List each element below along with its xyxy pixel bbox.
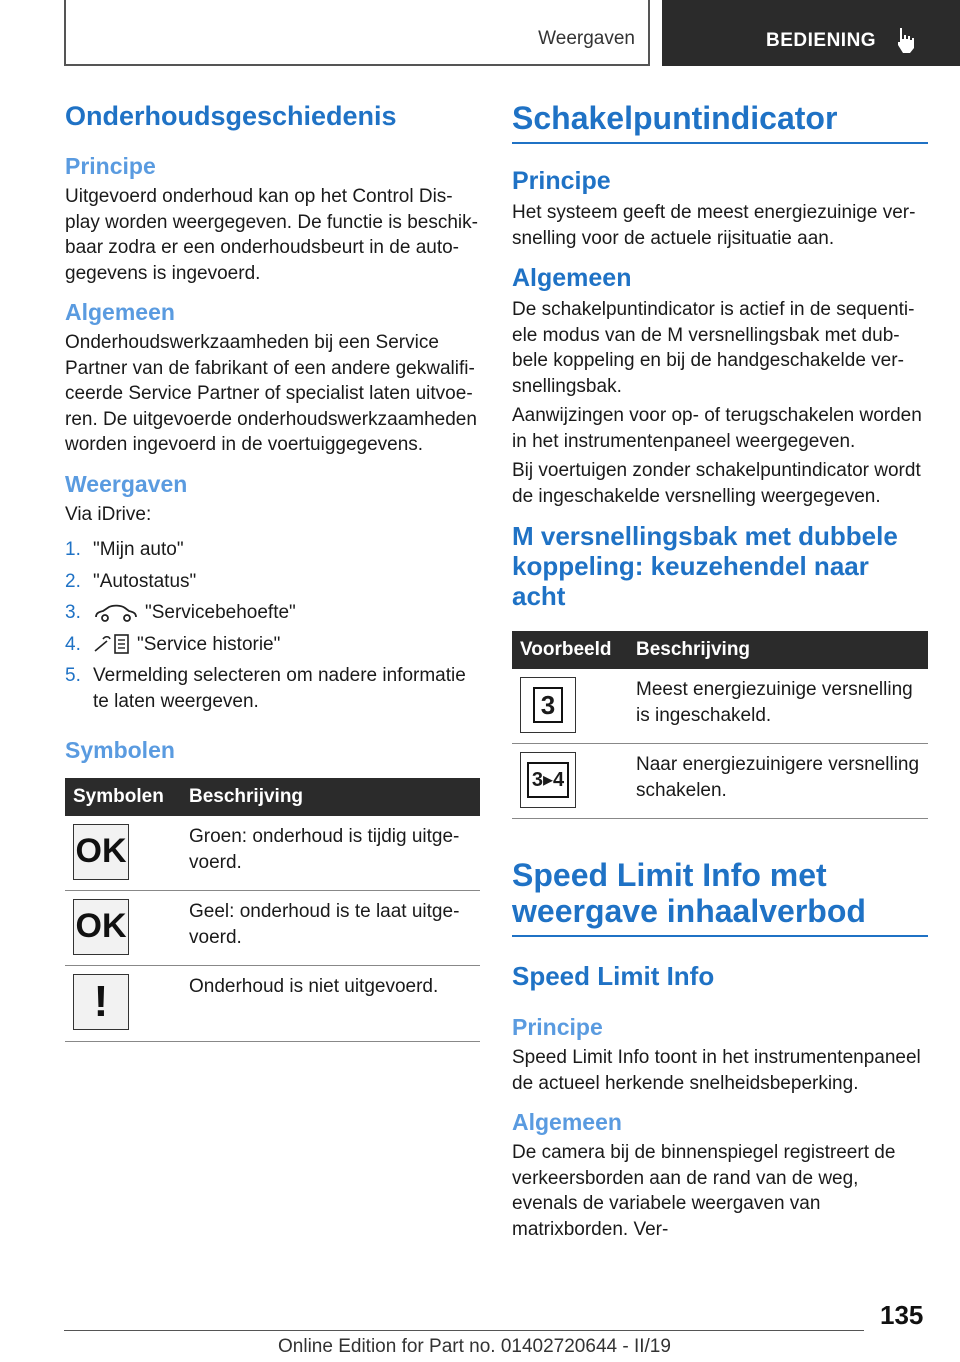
table-header (512, 631, 928, 669)
header-section-title: Weergaven (538, 28, 635, 49)
list-item: 2. "Autostatus" (65, 570, 197, 592)
list-item: 4. "Service historie" (65, 633, 281, 655)
list-item: 5. Vermelding selecteren om nadere informatie te laten weergeven. (65, 665, 466, 712)
gear-shift-up-icon: 3▸4 (520, 752, 576, 808)
column-header-beschrijving: Beschrijving (628, 631, 928, 669)
table-row (512, 669, 928, 744)
header-chapter-label: BEDIENING (766, 30, 877, 51)
speed-principe-text: Speed Limit Info toont in het instrumentenpaneel de actueel herkende snelheidsbeperking. (512, 1047, 921, 1094)
algemeen-text: Onderhoudswerkzaamheden bij een Service Partner van de fabrikant of een andere gekwalifi-ceerde Service Partner of specialist laten uitvoe-ren. De uitgevoerde onderhoudswerkzaamheden worden ingevoerd in de voertuiggegevens. (65, 332, 477, 455)
hand-pointer-icon (894, 26, 920, 54)
table-cell-description: Meest energiezuinige versnelling is ingeschakeld. (628, 669, 928, 744)
right-column (512, 100, 928, 1242)
section-title-onderhoudsgeschiedenis: Onderhoudsgeschiedenis (65, 101, 397, 131)
heading-m-versnellingsbak: M versnellingsbak met dubbele koppeling: keuzehendel naar acht (512, 521, 898, 611)
header-chapter-tab[interactable] (662, 0, 960, 66)
heading-algemeen: Algemeen (512, 1109, 622, 1135)
weergaven-intro: Via iDrive: (65, 503, 152, 525)
gear-indicator-icon: 3 (520, 677, 576, 733)
table-row (65, 966, 480, 1042)
list-item: 1. "Mijn auto" (65, 539, 184, 560)
algemeen-text-2: Aanwijzingen voor op- of terugschakelen worden in het instrumentenpaneel weergegeven. (512, 405, 922, 452)
header-rule-bottom (64, 64, 650, 66)
speed-algemeen-text: De camera bij de binnenspiegel registreert de verkeersborden aan de rand van de weg, evenals de variabele weergaven van matrixborden. Ver- (512, 1142, 896, 1240)
list-item: 3. "Servicebehoefte" (65, 602, 296, 623)
page-number: 135 (880, 1300, 924, 1330)
heading-weergaven: Weergaven (65, 470, 188, 497)
heading-symbolen: Symbolen (65, 737, 175, 763)
algemeen-text-3: Bij voertuigen zonder schakelpuntindicator wordt de ingeschakelde versnelling weergegeven. (512, 460, 921, 507)
header-rule-right (648, 0, 650, 66)
ok-symbol-icon: OK (73, 899, 129, 955)
table-header (65, 778, 480, 816)
algemeen-text-1: De schakelpuntindicator is actief in de sequenti-ele modus van de M versnellingsbak met dub-bele koppeling en bij de handgeschakelde ver-snellingsbak. (512, 299, 915, 397)
idrive-steps (65, 537, 480, 714)
header-rule-left (64, 0, 66, 66)
heading-principe: Principe (512, 167, 611, 195)
voorbeeld-table (512, 631, 928, 819)
exclamation-icon: ! (73, 974, 129, 1030)
principe-text: Uitgevoerd onderhoud kan op het Control Dis-play worden weergegeven. De functie is beschik-baar zodra er een onderhoudsbeurt in de auto-gegevens is ingevoerd. (65, 186, 478, 284)
left-column (65, 100, 480, 1042)
table-row (512, 744, 928, 819)
column-header-beschrijving: Beschrijving (181, 778, 480, 816)
table-cell-description: Groen: onderhoud is tijdig uitge-voerd. (181, 816, 480, 891)
column-header-voorbeeld: Voorbeeld (512, 631, 628, 669)
service-history-icon (93, 633, 131, 655)
heading-principe: Principe (512, 1014, 603, 1040)
ok-symbol-icon: OK (73, 824, 129, 880)
section-title-schakelpuntindicator: Schakelpuntindicator (512, 100, 928, 144)
table-cell-description: Naar energiezuinigere versnelling schakelen. (628, 744, 928, 819)
table-cell-description: Onderhoud is niet uitgevoerd. (181, 966, 480, 1042)
column-header-symbolen: Symbolen (65, 778, 181, 816)
section-title-speed-limit-info: Speed Limit Info met weergave inhaalverbod (512, 857, 928, 937)
footer-rule (64, 1330, 864, 1331)
table-row (65, 816, 480, 891)
heading-algemeen: Algemeen (512, 264, 632, 292)
heading-principe: Principe (65, 153, 156, 179)
heading-speed-limit-info: Speed Limit Info (512, 961, 715, 991)
table-cell-description: Geel: onderhoud is te laat uitge-voerd. (181, 891, 480, 966)
table-row (65, 891, 480, 966)
symbolen-table (65, 778, 480, 1042)
footer-edition: Online Edition for Part no. 01402720644 - II/19 (278, 1336, 671, 1357)
car-icon (93, 603, 139, 623)
principe-text: Het systeem geeft de meest energiezuinige ver-snelling voor de actuele rijsituatie aan. (512, 202, 916, 249)
heading-algemeen: Algemeen (65, 299, 175, 325)
